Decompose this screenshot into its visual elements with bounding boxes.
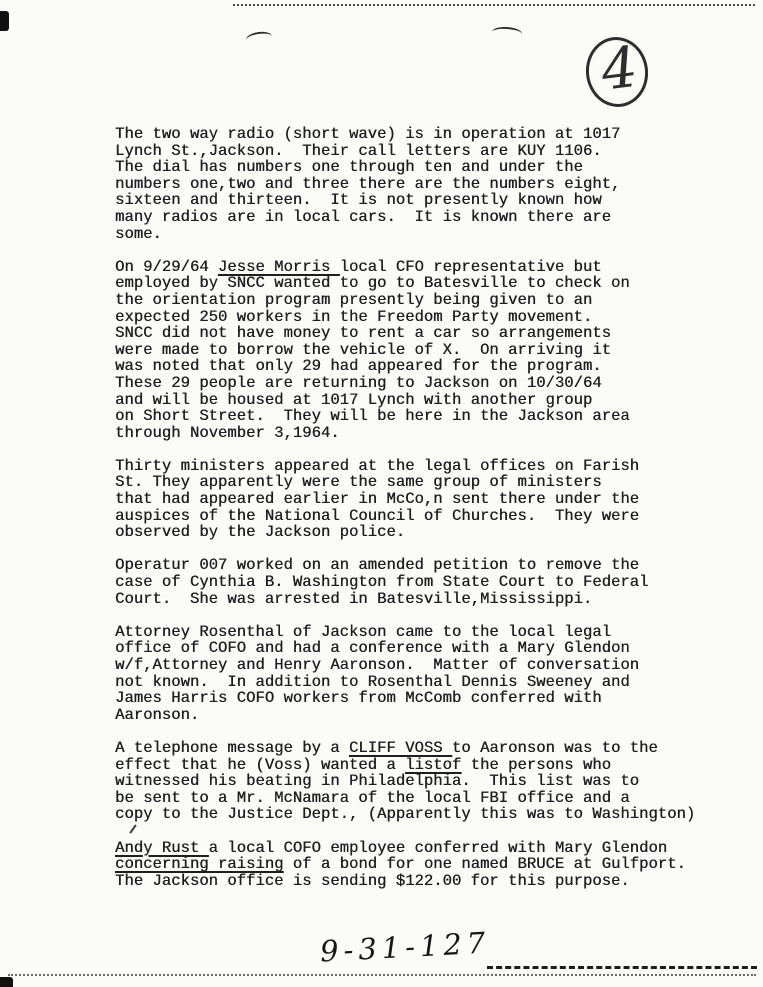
text-line: sixteen and thirteen. It is not presently known how — [115, 191, 602, 210]
scan-line-bottom-right — [487, 966, 757, 969]
text-line: concerning raising of a bond for one named BRUCE at Gulfport. — [115, 855, 686, 874]
text-line: effect that he (Voss) wanted a listof the persons who — [115, 755, 611, 774]
text-line: A telephone message by a CLIFF VOSS to Aaronson was to the — [115, 738, 658, 757]
perforation-dots-bottom — [8, 974, 756, 976]
paragraph — [115, 557, 735, 607]
paragraph — [115, 126, 735, 242]
text-line: and will be housed at 1017 Lynch with another group — [115, 390, 593, 409]
text-line: the orientation program presently being given to an — [115, 290, 593, 309]
text-line: On 9/29/64 Jesse Morris local CFO representative but — [115, 257, 602, 276]
text-line: office of COFO and had a conference with a Mary Glendon — [115, 639, 630, 658]
text-line: numbers one,two and three there are the numbers eight, — [115, 174, 621, 193]
underlined-text: listof — [405, 755, 462, 774]
text-line: These 29 people are returning to Jackson on 10/30/64 — [115, 373, 602, 392]
text-line: case of Cynthia B. Washington from State Court to Federal — [115, 573, 649, 592]
pen-mark-arc-right — [492, 26, 523, 40]
text-line: were made to borrow the vehicle of X. On arriving it — [115, 340, 611, 359]
text-line: on Short Street. They will be here in the Jackson area — [115, 407, 630, 426]
text-line: witnessed his beating in Philadelphia. This list was to — [115, 772, 640, 791]
text-line: observed by the Jackson police. — [115, 523, 406, 542]
circled-page-number — [582, 33, 652, 110]
text-line: expected 250 workers in the Freedom Party movement. — [115, 307, 593, 326]
underlined-text: Andy Rust — [115, 838, 209, 857]
text-line: Operatur 007 worked on an amended petition to remove the — [115, 556, 640, 575]
perforation-dots-top — [233, 4, 755, 6]
text-line: The two way radio (short wave) is in operation at 1017 — [115, 125, 621, 143]
scan-artifact-top-left — [0, 11, 9, 31]
text-line: Lynch St.,Jackson. Their call letters are KUY 1106. — [115, 141, 602, 160]
underlined-text: CLIFF VOSS — [348, 738, 452, 757]
underlined-text: concerning raising — [115, 855, 284, 874]
text-line: SNCC did not have money to rent a car so arrangements — [115, 324, 611, 343]
paragraph — [115, 740, 735, 823]
text-line: James Harris COFO workers from McComb conferred with — [115, 689, 602, 708]
text-line: not known. In addition to Rosenthal Dennis Sweeney and — [115, 672, 630, 691]
text-line: Court. She was arrested in Batesville,Mississippi. — [115, 589, 593, 608]
text-line: auspices of the National Council of Churches. They were — [115, 506, 640, 525]
paragraph — [115, 458, 735, 541]
text-line: Aaronson. — [115, 705, 200, 724]
text-line: that had appeared earlier in McCo,n sent there under the — [115, 490, 640, 509]
text-line: be sent to a Mr. McNamara of the local FBI office and a — [115, 788, 630, 807]
text-line: Andy Rust a local COFO employee conferred with Mary Glendon — [115, 838, 668, 857]
document-body — [115, 126, 735, 906]
paragraph — [115, 624, 735, 724]
text-line: copy to the Justice Dept., (Apparently this was to Washington) — [115, 805, 696, 824]
paragraph — [115, 840, 735, 890]
text-line: some. — [115, 224, 162, 243]
text-line: Thirty ministers appeared at the legal offices on Farish — [115, 456, 640, 475]
text-line: The dial has numbers one through ten and under the — [115, 158, 583, 177]
underlined-text: Jesse Morris — [217, 257, 340, 276]
scan-artifact-bottom-left — [0, 977, 13, 987]
text-line: Attorney Rosenthal of Jackson came to the local legal — [115, 622, 611, 641]
handwritten-footer: 9-31-127 — [319, 925, 492, 969]
paragraph — [115, 259, 735, 442]
text-line: many radios are in local cars. It is known there are — [115, 207, 611, 226]
text-line: The Jackson office is sending $122.00 for this purpose. — [115, 871, 630, 890]
text-line: w/f,Attorney and Henry Aaronson. Matter of conversation — [115, 656, 640, 674]
pen-mark-arc-left — [245, 30, 272, 46]
text-line: through November 3,1964. — [115, 423, 340, 442]
text-line: employed by SNCC wanted to go to Batesville to check on — [115, 274, 630, 293]
text-line: was noted that only 29 had appeared for the program. — [115, 357, 602, 376]
page-number-digit: 4 — [597, 34, 642, 104]
text-line: St. They apparently were the same group of ministers — [115, 473, 602, 492]
